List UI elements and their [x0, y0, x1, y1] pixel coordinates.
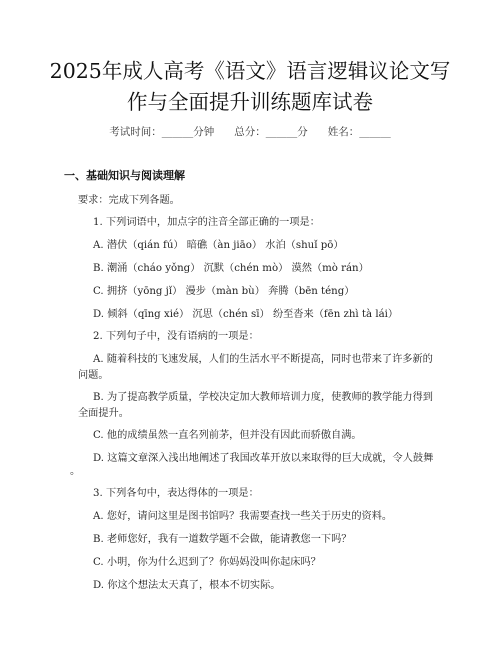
question-2-stem: 2. 下列句子中，没有语病的一项是： — [93, 331, 259, 342]
question-1-option-a: A. 潜伏（qián fú） 暗礁（àn jiāo） 水泊（shuǐ pō） — [93, 240, 344, 251]
question-2-option-c: C. 他的成绩虽然一直名列前茅，但并没有因此而骄傲自满。 — [93, 430, 362, 441]
question-3-option-d: D. 你这个想法太天真了，根本不切实际。 — [93, 580, 281, 591]
question-3-stem: 3. 下列各句中，表达得体的一项是： — [93, 488, 259, 499]
total-score-field: 总分：______分 — [234, 126, 308, 138]
exam-title — [0, 56, 500, 118]
section-heading: 一、基础知识与阅读理解 — [64, 169, 185, 182]
question-1-option-b: B. 潮涌（cháo yǒng） 沉默（chén mò） 漠然（mò rán） — [93, 263, 369, 274]
question-3-option-b: B. 老师您好，我有一道数学题不会做，能请教您一下吗？ — [93, 534, 352, 545]
instruction-text: 要求：完成下列各题。 — [78, 195, 180, 206]
question-2-option-b-line-2: 全面提升。 — [78, 408, 129, 419]
question-1-stem: 1. 下列词语中，加点字的注音全部正确的一项是： — [93, 217, 320, 228]
question-2-option-a-line-1: A. 随着科技的飞速发展，人们的生活水平不断提高，同时也带来了许多新的 — [93, 354, 433, 365]
question-2-option-a-line-2: 问题。 — [78, 370, 109, 381]
exam-meta — [0, 124, 500, 139]
question-3-option-a: A. 您好，请问这里是图书馆吗？我需要查找一些关于历史的资料。 — [93, 511, 393, 522]
question-2-option-b-line-1: B. 为了提高教学质量，学校决定加大教师培训力度，使教师的教学能力得到 — [93, 392, 433, 403]
exam-time-field: 考试时间：______分钟 — [109, 126, 215, 138]
question-2-option-d-line-1: D. 这篇文章深入浅出地阐述了我国改革开放以来取得的巨大成就，令人鼓舞 — [93, 453, 434, 464]
question-1-option-c: C. 拥挤（yōng jǐ） 漫步（màn bù） 奔腾（bēn téng） — [93, 286, 355, 297]
question-2-option-d-line-2: 。 — [70, 466, 81, 477]
title-line-2: 作与全面提升训练题库试卷 — [127, 90, 373, 114]
title-line-1: 2025年成人高考《语文》语言逻辑议论文写 — [49, 59, 451, 83]
question-3-option-c: C. 小明，你为什么迟到了？你妈妈没叫你起床吗？ — [93, 557, 321, 568]
question-1-option-d: D. 倾斜（qīng xié） 沉思（chén sī） 纷至沓来（fēn zhì tà lái） — [93, 309, 399, 320]
student-name-field: 姓名：______ — [327, 126, 391, 138]
